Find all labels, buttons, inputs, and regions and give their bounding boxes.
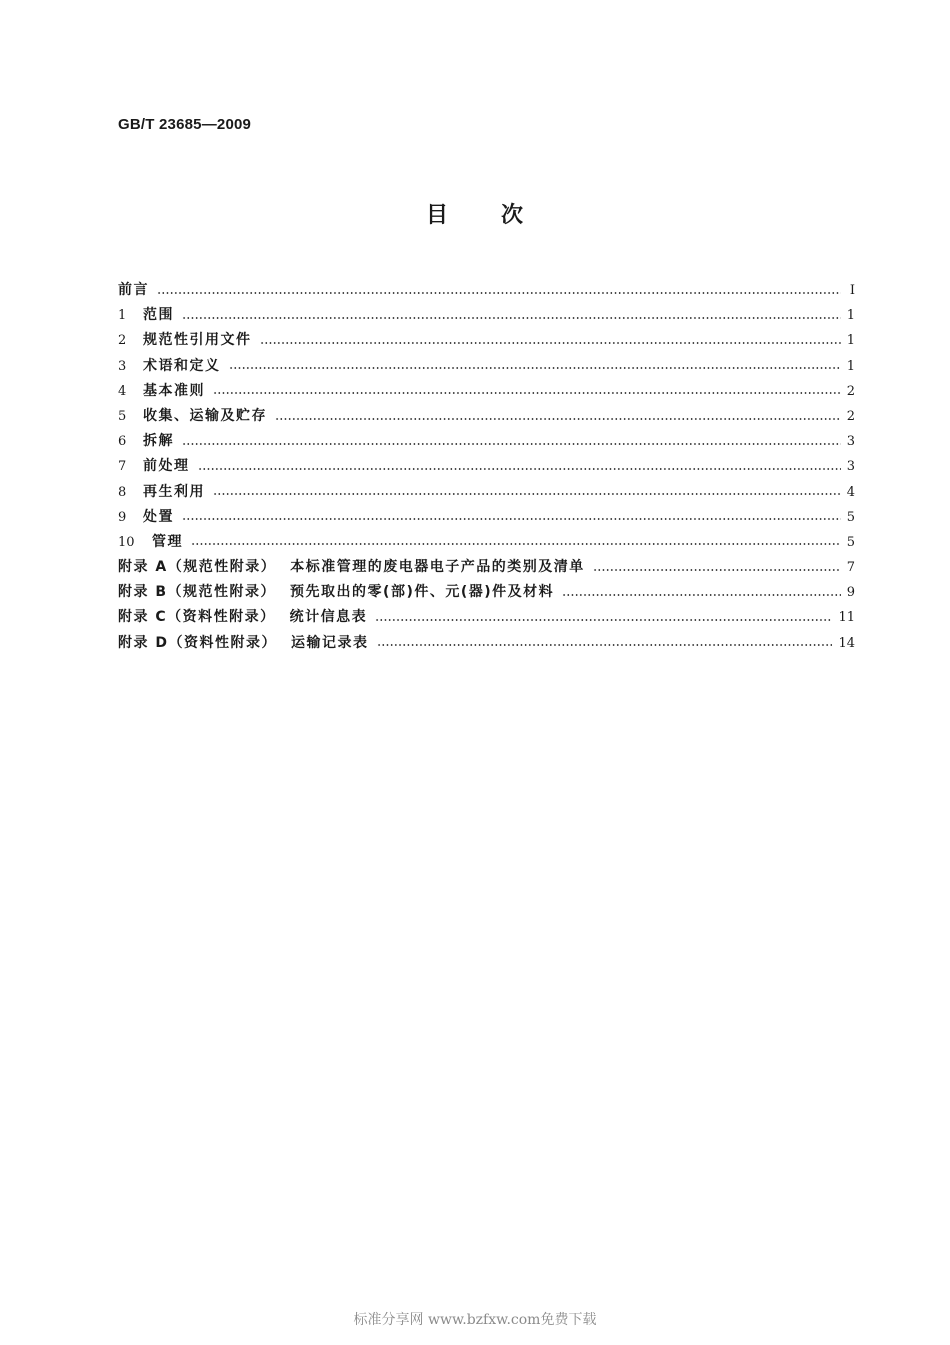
toc-entry-number: 8 [118,484,127,500]
toc-entry-page: 5 [846,534,855,550]
toc-leader-dots [375,612,832,624]
toc-leader-dots [213,486,841,498]
toc-entry-page: 2 [846,383,855,399]
toc-leader-dots [198,461,841,473]
toc-entry-page: 4 [846,484,855,500]
toc-entry-label: 规范性引用文件 [143,332,252,349]
toc-entry-label: 再生利用 [143,483,205,500]
toc-entry-5[interactable] [118,404,855,429]
toc-entry-page: Ⅰ [849,283,855,298]
toc-entry-10[interactable] [118,530,855,555]
toc-entry-label: 处置 [143,508,174,525]
footer-watermark: 标准分享网 www.bzfxw.com免费下载 [353,1312,597,1328]
toc-entry-4[interactable] [118,379,855,404]
toc-entry-label: 统计信息表 [289,609,368,626]
toc-entry-9[interactable] [118,505,855,530]
toc-entry-appendix-a[interactable] [118,555,855,580]
toc-entry-number: 3 [118,358,127,374]
toc-entry-label: 范围 [143,307,174,324]
toc-leader-dots [377,637,833,649]
toc-entry-page: 9 [846,585,855,601]
toc-entry-appendix-c[interactable] [118,605,855,630]
toc-entry-number: 9 [118,509,127,525]
toc-entry-number: 7 [118,459,127,475]
toc-entry-label: 拆解 [143,433,174,450]
toc-entry-label: 预先取出的零(部)件、元(器)件及材料 [290,584,555,601]
toc-entry-3[interactable] [118,354,855,379]
toc-entry-1[interactable] [118,303,855,328]
toc-entry-page: 3 [846,459,855,475]
toc-entry-appendix: 附录 C（资料性附录） [118,609,276,626]
toc-entry-6[interactable] [118,429,855,454]
toc-leader-dots [182,436,841,448]
toc-leader-dots [191,536,841,548]
toc-entry-label: 本标准管理的废电器电子产品的类别及清单 [290,559,585,576]
toc-entry-page: 3 [846,434,855,450]
toc-entry-label: 收集、运输及贮存 [143,407,267,424]
toc-entry-page: 2 [846,408,855,424]
toc-entry-appendix-d[interactable] [118,631,855,656]
document-code: GB/T 23685—2009 [118,116,252,133]
toc-title [0,198,950,229]
toc-entry-label: 术语和定义 [143,357,221,374]
toc-entry-page: 1 [846,358,855,374]
toc-leader-dots [275,411,841,423]
toc-entry-label: 前处理 [143,458,190,475]
toc-entry-number: 5 [118,408,127,424]
toc-entry-foreword[interactable] [118,278,855,303]
toc-entry-number: 6 [118,434,127,450]
toc-entry-8[interactable] [118,480,855,505]
toc-entry-page: 1 [846,333,855,349]
toc-entry-number: 2 [118,333,127,349]
toc-leader-dots [182,310,841,322]
toc-entry-number: 10 [118,534,135,550]
toc-leader-dots [229,360,841,372]
toc-entry-2[interactable] [118,328,855,353]
toc-list [118,278,855,656]
toc-entry-appendix: 附录 D（资料性附录） [118,634,277,651]
toc-leader-dots [562,587,841,599]
toc-entry-label: 管理 [152,533,183,550]
toc-leader-dots [260,335,841,347]
toc-title-left: 目 [425,203,449,228]
toc-entry-appendix: 附录 B（规范性附录） [118,584,277,601]
toc-entry-7[interactable] [118,454,855,479]
toc-entry-label: 前言 [118,282,149,298]
toc-entry-page: 11 [838,610,855,626]
toc-entry-label: 基本准则 [143,382,205,399]
toc-entry-page: 5 [846,509,855,525]
toc-entry-appendix: 附录 A（规范性附录） [118,559,277,576]
toc-entry-number: 4 [118,383,127,399]
toc-entry-appendix-b[interactable] [118,580,855,605]
toc-leader-dots [593,562,841,574]
toc-entry-page: 7 [846,560,855,576]
toc-leader-dots [157,285,841,297]
toc-entry-number: 1 [118,308,127,324]
toc-title-right: 次 [501,203,525,228]
toc-entry-page: 14 [838,635,855,651]
toc-entry-label: 运输记录表 [291,634,369,651]
toc-entry-page: 1 [846,308,855,324]
toc-leader-dots [182,511,841,523]
toc-leader-dots [213,385,841,397]
